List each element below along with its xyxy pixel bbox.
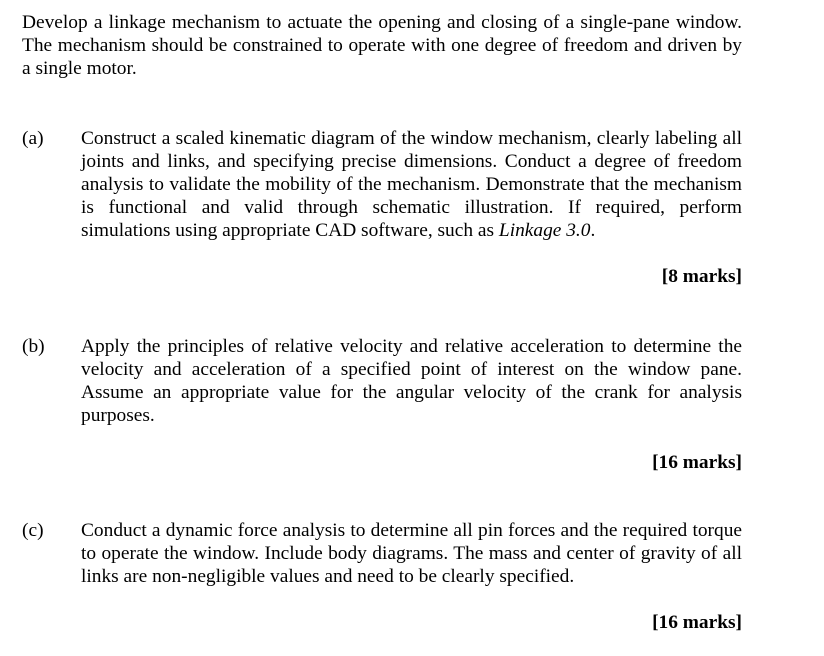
part-a-period: . <box>590 220 596 241</box>
software-name: Linkage 3.0 <box>498 220 591 241</box>
part-a-text <box>81 127 742 242</box>
part-a-marks: [8 marks] <box>661 266 742 287</box>
part-c-text: Conduct a dynamic force analysis to determine all pin forces and the required torque to operate the window. Include body diagrams. The mass and center of gravity of all links are non-negligible values and need to be clearly specified. <box>81 520 742 587</box>
intro-paragraph: Develop a linkage mechanism to actuate the opening and closing of a single-pane window. The mechanism should be constrained to operate with one degree of freedom and driven by a single motor. <box>22 12 742 79</box>
part-c-label: (c) <box>22 520 44 541</box>
part-b-marks: [16 marks] <box>652 452 742 473</box>
part-a-body: Construct a scaled kinematic diagram of the window mechanism, clearly labeling all joints and links, and specifying precise dimensions. Conduct a degree of freedom analysis to validate the mobility of the mechanism. Demonstrate that the mechanism is functional and valid through schematic illustration. If required, perform simulations using appropriate CAD software, such as <box>81 128 742 241</box>
part-c-marks: [16 marks] <box>652 612 742 633</box>
part-b-text: Apply the principles of relative velocity and relative acceleration to determine the velocity and acceleration of a specified point of interest on the window pane. Assume an appropriate value for the angular velocity of the crank for analysis purposes. <box>81 336 742 426</box>
part-a-label: (a) <box>22 128 44 149</box>
part-b-label: (b) <box>22 336 45 357</box>
